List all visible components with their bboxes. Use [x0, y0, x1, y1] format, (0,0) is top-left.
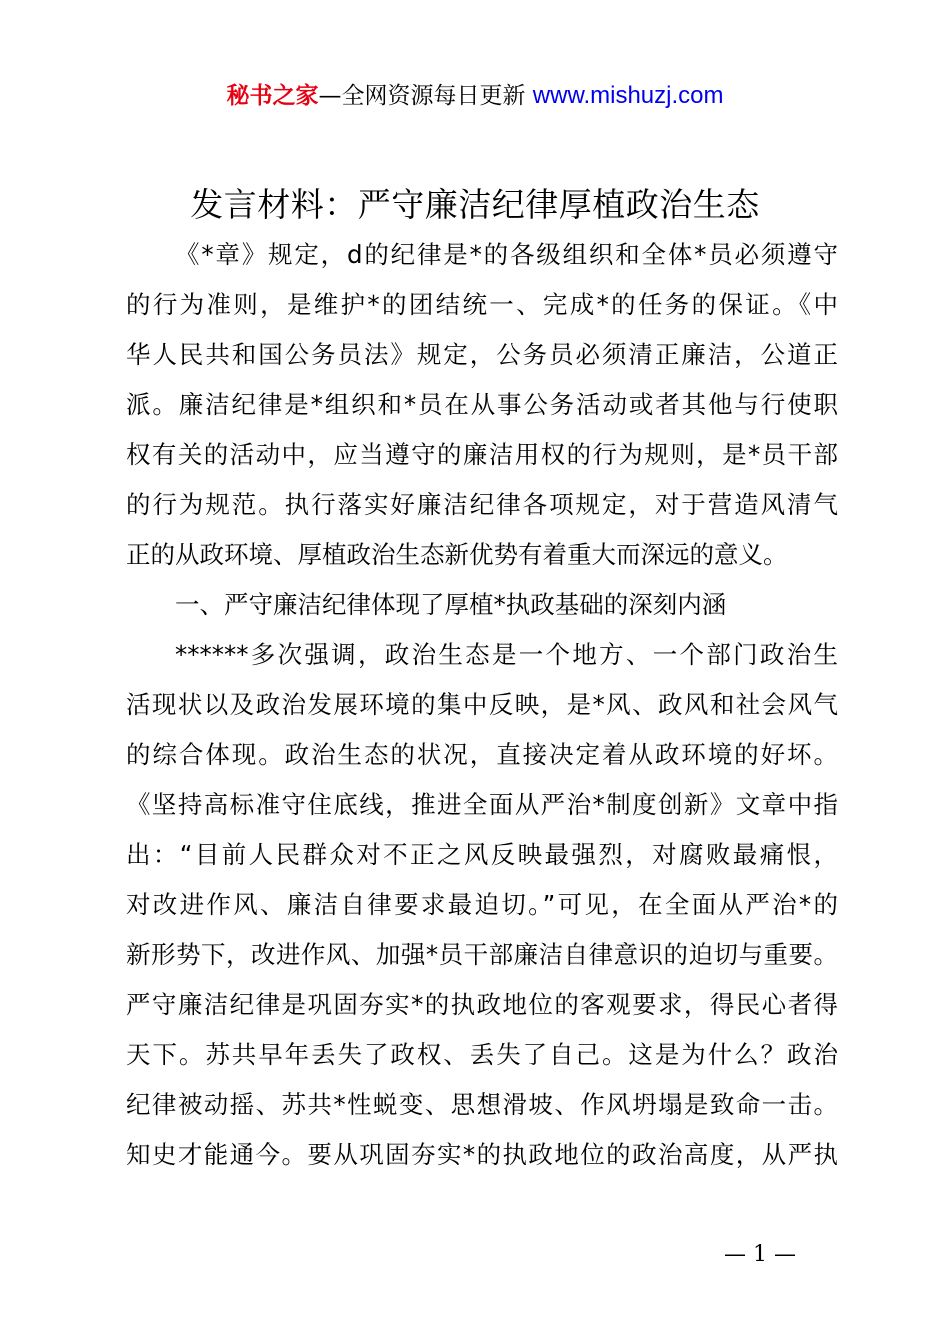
- paragraph-line: 出：“目前人民群众对不正之风反映最强烈，对腐败最痛恨，: [126, 840, 838, 869]
- page-number: — 1 —: [724, 1242, 796, 1267]
- site-header: [0, 80, 950, 112]
- document-body: [126, 230, 838, 1180]
- paragraph-line: 《坚持高标准守住底线，推进全面从严治*制度创新》文章中指: [126, 790, 838, 819]
- site-url-link[interactable]: www.mishuzj.com: [532, 82, 724, 109]
- paragraph-line: 权有关的活动中，应当遵守的廉洁用权的行为规则，是*员干部: [126, 440, 838, 469]
- paragraph-line: 纪律被动摇、苏共*性蜕变、思想滑坡、作风坍塌是致命一击。: [126, 1090, 838, 1119]
- site-brand: 秘书之家: [226, 83, 319, 109]
- paragraph-line: 新形势下，改进作风、加强*员干部廉洁自律意识的迫切与重要。: [126, 940, 838, 969]
- paragraph-line: 的行为准则，是维护*的团结统一、完成*的任务的保证。《中: [126, 290, 838, 319]
- paragraph-line: 活现状以及政治发展环境的集中反映，是*风、政风和社会风气: [126, 690, 838, 719]
- paragraph-line: 正的从政环境、厚植政治生态新优势有着重大而深远的意义。: [126, 540, 788, 569]
- paragraph-line: 天下。苏共早年丢失了政权、丢失了自己。这是为什么？政治: [126, 1040, 838, 1069]
- document-title: 发言材料：严守廉洁纪律厚植政治生态: [190, 185, 760, 224]
- paragraph-line: 华人民共和国公务员法》规定，公务员必须清正廉洁，公道正: [126, 340, 838, 369]
- section-heading: 一、严守廉洁纪律体现了厚植*执政基础的深刻内涵: [175, 590, 727, 619]
- paragraph-line: 派。廉洁纪律是*组织和*员在从事公务活动或者其他与行使职: [126, 390, 838, 419]
- paragraph-line: 的综合体现。政治生态的状况，直接决定着从政环境的好坏。: [126, 740, 838, 769]
- paragraph-line: 的行为规范。执行落实好廉洁纪律各项规定，对于营造风清气: [126, 490, 838, 519]
- site-tagline: —全网资源每日更新: [318, 83, 533, 109]
- paragraph-line: ******多次强调，政治生态是一个地方、一个部门政治生: [175, 640, 838, 669]
- paragraph-line: 《*章》规定，d的纪律是*的各级组织和全体*员必须遵守: [175, 240, 838, 269]
- paragraph-line: 知史才能通今。要从巩固夯实*的执政地位的政治高度，从严执: [126, 1140, 838, 1169]
- paragraph-line: 对改进作风、廉洁自律要求最迫切。”可见，在全面从严治*的: [126, 890, 838, 919]
- paragraph-line: 严守廉洁纪律是巩固夯实*的执政地位的客观要求，得民心者得: [126, 990, 838, 1019]
